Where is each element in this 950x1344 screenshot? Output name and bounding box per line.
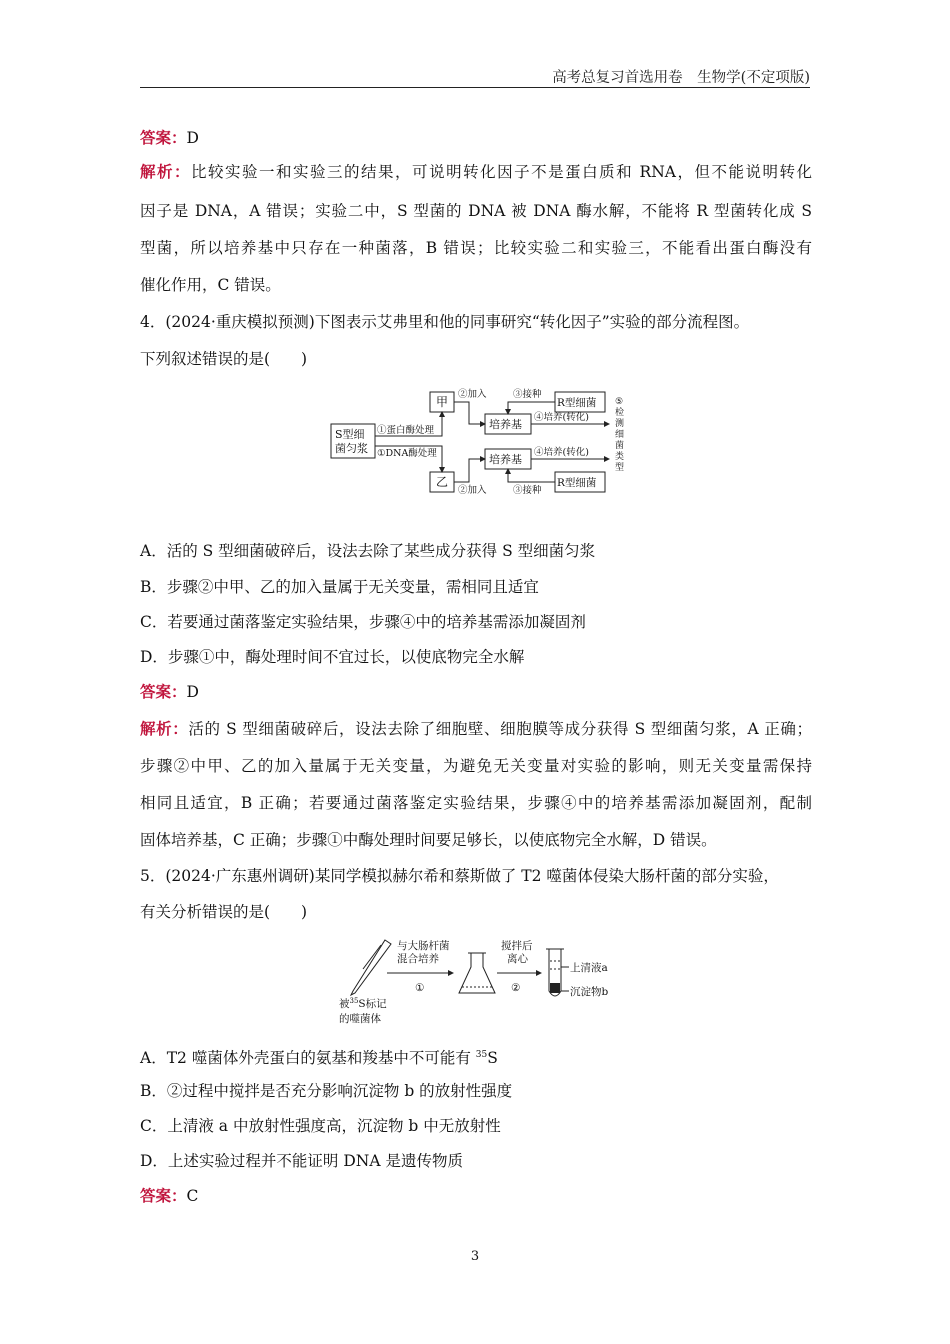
step2-num: ②: [511, 982, 521, 994]
pipette-icon: [351, 940, 391, 995]
q4-stem-line-2: 下列叙述错误的是( ): [140, 350, 308, 368]
step1-label-2: 混合培养: [397, 953, 439, 965]
q5-option-a: A．T2 噬菌体外壳蛋白的氨基和羧基中不可能有 $^{35}$S: [140, 1049, 498, 1068]
inoculate-label-bottom: ③接种: [513, 485, 542, 496]
q4-option-c: C．若要通过菌落鉴定实验结果，步骤④中的培养基需添加凝固剂: [140, 613, 586, 631]
q5-stem-line-1: 5．(2024·广东惠州调研)某同学模拟赫尔希和蔡斯做了 T2 噬菌体侵染大肠杆菌的部分实验，: [140, 867, 779, 885]
q5-experiment-diagram: [335, 935, 625, 1030]
step2-label-2: 离心: [507, 953, 528, 965]
source-box-label-1: S型细: [335, 428, 365, 441]
jia-label: 甲: [436, 395, 449, 409]
inoculate-label-top: ③接种: [513, 389, 542, 400]
q4-analysis-line-1: [140, 719, 812, 739]
r-strain-label-bottom: R型细菌: [557, 477, 597, 489]
running-header: 高考总复习首选用卷 生物学(不定项版): [552, 70, 810, 86]
analysis-text: 比较实验一和实验三的结果，可说明转化因子不是蛋白质和 RNA，但不能说明转化: [191, 163, 812, 181]
q5-option-b: B．②过程中搅拌是否充分影响沉淀物 b 的放射性强度: [140, 1082, 513, 1100]
q4-analysis-line-3: 相同且适宜，B 正确；若要通过菌落鉴定实验结果，步骤④中的培养基需添加凝固剂，配制: [140, 794, 812, 812]
analysis-label: 解析：: [140, 162, 192, 181]
culture-label-bottom: ④培养(转化): [534, 447, 589, 458]
q3-analysis-line-3: 型菌，所以培养基中只存在一种菌落，B 错误；比较实验二和实验三，不能看出蛋白酶没有: [140, 239, 812, 257]
answer-value: D: [186, 683, 199, 701]
supernatant-label: 上清液a: [570, 962, 608, 974]
r-strain-label-top: R型细菌: [557, 397, 597, 409]
medium-label-top: 培养基: [489, 418, 522, 431]
q5-answer: [140, 1186, 812, 1206]
q4-flow-diagram: [325, 384, 625, 499]
phage-label-1: 被$^{35}$S标记: [339, 997, 387, 1010]
q4-option-d: D．步骤①中，酶处理时间不宜过长，以使底物完全水解: [140, 648, 525, 666]
dnase-label: ①DNA酶处理: [377, 448, 437, 459]
yi-label: 乙: [436, 475, 449, 489]
analysis-text: 活的 S 型细菌破碎后，设法去除了细胞壁、细胞膜等成分获得 S 型细菌匀浆，A 正确；: [188, 720, 812, 738]
source-box-label-2: 菌匀浆: [335, 442, 368, 455]
culture-label-top: ④培养(转化): [534, 412, 589, 423]
answer-value: D: [186, 129, 199, 147]
q4-stem-line-1: 4．(2024·重庆模拟预测)下图表示艾弗里和他的同事研究“转化因子”实验的部分流程图。: [140, 313, 750, 331]
detect-label: ⑤ 检测细菌类型: [615, 397, 625, 473]
flask-icon: [459, 953, 495, 993]
add-label-top: ②加入: [458, 389, 487, 400]
answer-label: 答案：: [140, 682, 187, 701]
q4-analysis-line-4: 固体培养基，C 正确；步骤①中酶处理时间要足够长，以使底物完全水解，D 错误。: [140, 831, 717, 849]
header-rule: [140, 87, 810, 88]
q3-analysis-line-1: [140, 162, 812, 182]
q4-answer: [140, 682, 812, 702]
answer-label: 答案：: [140, 128, 187, 147]
step2-label-1: 搅拌后: [501, 940, 533, 952]
q5-option-c: C．上清液 a 中放射性强度高，沉淀物 b 中无放射性: [140, 1117, 501, 1135]
step1-label-1: 与大肠杆菌: [397, 940, 450, 952]
analysis-label: 解析：: [140, 719, 189, 738]
add-label-bottom: ②加入: [458, 485, 487, 496]
answer-label: 答案：: [140, 1186, 187, 1205]
q5-option-d: D．上述实验过程并不能证明 DNA 是遗传物质: [140, 1152, 463, 1170]
sediment-label: 沉淀物b: [570, 986, 609, 998]
phage-label-2: 的噬菌体: [339, 1013, 381, 1025]
q3-answer: [140, 128, 812, 148]
q3-analysis-line-2: 因子是 DNA，A 错误；实验二中，S 型菌的 DNA 被 DNA 酶水解，不能将 R 型菌转化成 S: [140, 202, 812, 220]
step1-num: ①: [415, 982, 425, 994]
q4-option-a: A．活的 S 型细菌破碎后，设法去除了某些成分获得 S 型细菌匀浆: [140, 542, 596, 560]
page-number: 3: [470, 1249, 480, 1264]
q4-analysis-line-2: 步骤②中甲、乙的加入量属于无关变量，为避免无关变量对实验的影响，则无关变量需保持: [140, 757, 812, 775]
protease-label: ①蛋白酶处理: [377, 425, 435, 436]
q3-analysis-line-4: 催化作用，C 错误。: [140, 276, 281, 294]
medium-label-bottom: 培养基: [489, 453, 522, 466]
answer-value: C: [186, 1187, 199, 1205]
q5-stem-line-2: 有关分析错误的是( ): [140, 903, 308, 921]
q4-option-b: B．步骤②中甲、乙的加入量属于无关变量，需相同且适宜: [140, 578, 539, 596]
